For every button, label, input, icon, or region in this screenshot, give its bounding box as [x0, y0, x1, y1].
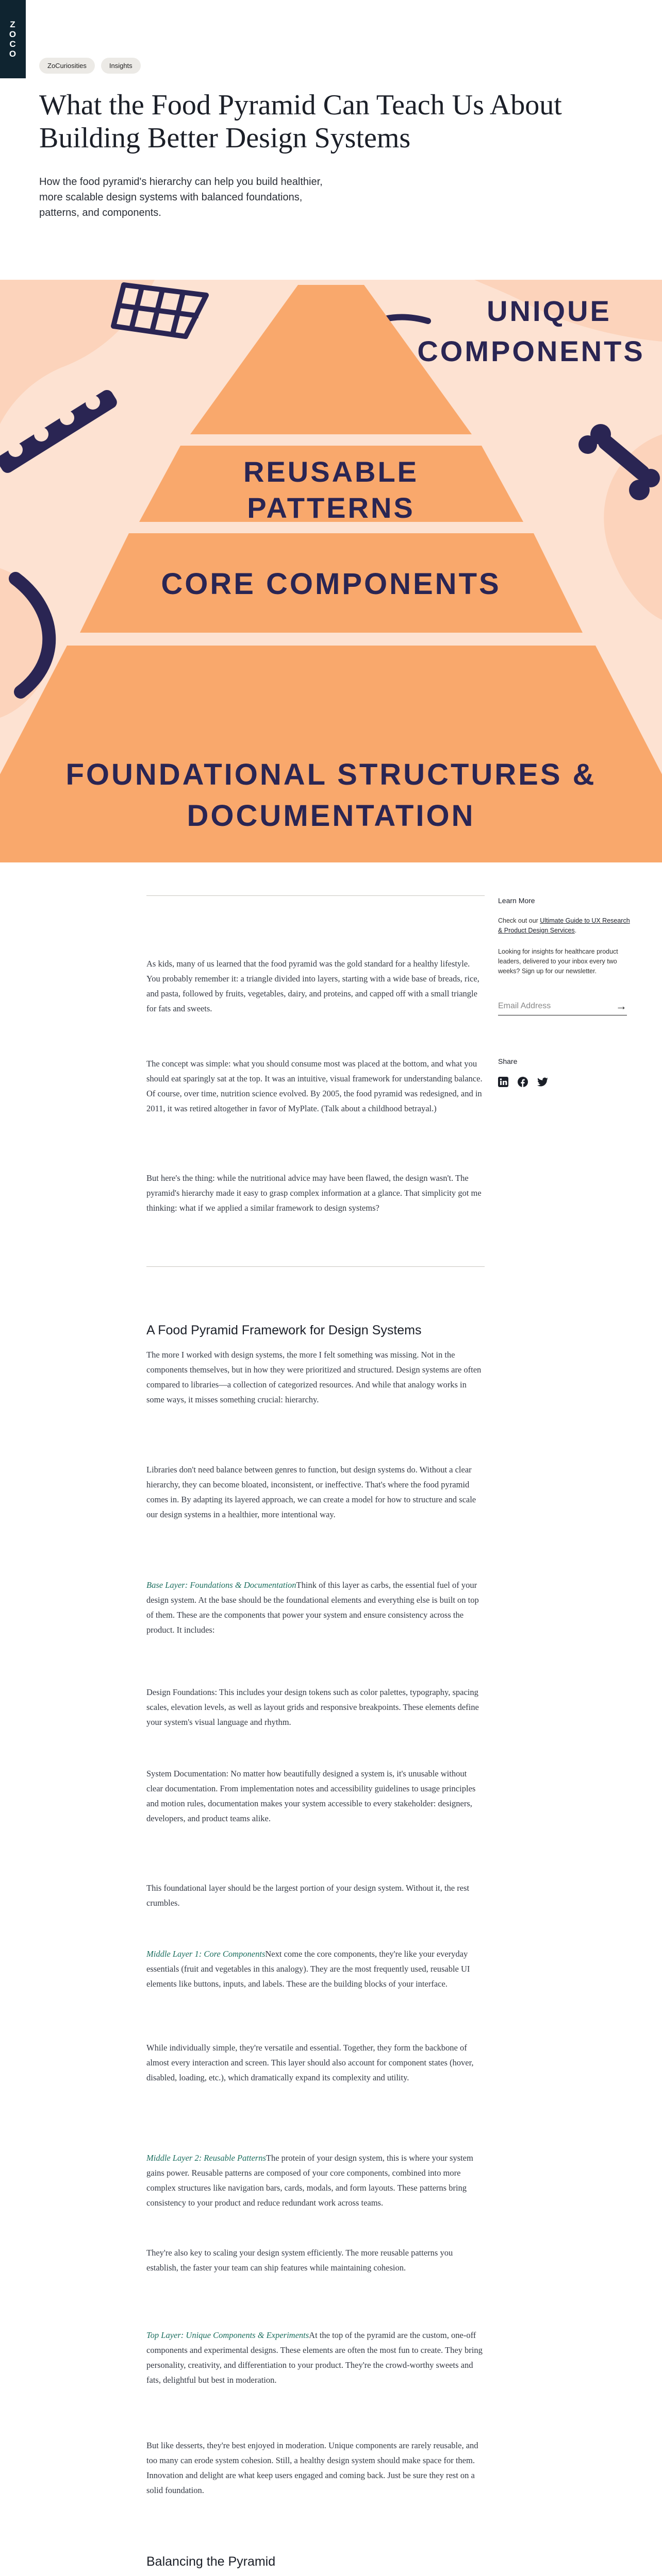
intro-paragraph-2: The concept was simple: what you should consume most was placed at the bottom, and what you should eat sparingly sat at the top. It was an intuitive, visual framework for understanding balance. Of course, over time, nutrition science evolved. By 2005, the food pyramid was redesigned, and in 2011, it was retired altogether in favor of MyPlate. (Talk about a childhood betrayal.) [146, 1059, 483, 1113]
article-title: What the Food Pyramid Can Teach Us About Building Better Design Systems [39, 89, 562, 154]
zoco-logo[interactable] [0, 0, 26, 78]
learn-more-title: Learn More [498, 896, 535, 905]
waffle-icon [113, 285, 206, 336]
tier-top-label-2: COMPONENTS [417, 335, 645, 367]
tier-4-label-2: DOCUMENTATION [187, 799, 475, 833]
middle-layer-1-more: While individually simple, they're versatile and essential. Together, they form the backbone of almost every interaction and screen. This layer should also account for component states (hover, disabled, loading, etc.), which dramatically expand its complexity and utility. [146, 2043, 474, 2082]
top-layer-lead: Top Layer: Unique Components & Experiments [146, 2330, 309, 2340]
logo-letter: C [9, 39, 16, 49]
logo-letter: Z [10, 20, 16, 29]
twitter-icon[interactable] [537, 1077, 549, 1087]
system-documentation-paragraph: System Documentation: No matter how beautifully designed a system is, it's unusable without clear documentation. From implementation notes and accessibility guidelines to usage principles and motion rules, documentation makes your system accessible to every stakeholder: designers, developers, and product teams alike. [146, 1769, 476, 1823]
facebook-icon[interactable] [518, 1077, 528, 1087]
social-share-buttons [498, 1077, 549, 1087]
newsletter-text: Looking for insights for healthcare product leaders, delivered to your inbox every two weeks? Sign up for our newsletter. [498, 948, 618, 975]
tier-top-label-1: UNIQUE [487, 295, 611, 327]
divider [146, 895, 485, 896]
email-input[interactable] [498, 998, 606, 1014]
intro-paragraph-1: As kids, many of us learned that the food pyramid was the gold standard for a healthy lifestyle. You probably remember it: a triangle divided into layers, starting with a wide base of breads, rice, and pasta, followed by fruits, vegetables, dairy, and proteins, and capped off with a small triangle for fats and sweets. [146, 959, 479, 1013]
middle-layer-1-paragraph: Middle Layer 1: Core ComponentsNext come the core components, they're like your everyday essentials (fruit and vegetables in this analogy). They are the most frequently used, reusable UI elements like buttons, inputs, and labels. These are the building blocks of your interface. [146, 1949, 470, 1989]
base-layer-lead: Base Layer: Foundations & Documentation [146, 1580, 296, 1590]
learn-more-text: Check out our Ultimate Guide to UX Research & Product Design Services. [498, 917, 630, 934]
middle-layer-2-lead: Middle Layer 2: Reusable Patterns [146, 2153, 266, 2163]
category-tags [39, 58, 141, 74]
section-heading-balancing: Balancing the Pyramid [146, 2554, 276, 2569]
logo-letter: O [9, 49, 17, 59]
middle-layer-1-lead: Middle Layer 1: Core Components [146, 1949, 266, 1959]
base-layer-close: This foundational layer should be the largest portion of your design system. Without it, the rest crumbles. [146, 1883, 470, 1908]
hero-pyramid-illustration [0, 280, 662, 862]
submit-arrow-button[interactable]: → [616, 999, 627, 1012]
section-heading-framework: A Food Pyramid Framework for Design Systems [146, 1323, 422, 1337]
framework-paragraph-2: Libraries don't need balance between genres to function, but design systems do. Without a clear hierarchy, they can become bloated, inconsistent, or ineffective. That's where the food pyramid comes in. By adapting its layered approach, we can create a model for how to structure and scale our design systems in a healthier, more intentional way. [146, 1465, 476, 1519]
tier-2-label-1: REUSABLE [243, 455, 419, 488]
newsletter-form [498, 998, 627, 1015]
article-subtitle: How the food pyramid's hierarchy can help you build healthier, more scalable design systems with balanced foundations, patterns, and components. [39, 176, 323, 218]
logo-letter: O [9, 29, 17, 39]
tag-insights[interactable]: Insights [101, 58, 141, 74]
design-foundations-paragraph: Design Foundations: This includes your design tokens such as color palettes, typography, spacing scales, elevation levels, as well as layout grids and responsive breakpoints. These elements define your system's visual language and rhythm. [146, 1687, 479, 1727]
top-layer-more: But like desserts, they're best enjoyed in moderation. Unique components are rarely reusable, and too many can erode system cohesion. Still, a healthy design system should make space for them. Innovation and delight are what keep users engaged and coming back. Just be sure they rest on a solid foundation. [146, 2441, 478, 2495]
tier-3-label: CORE COMPONENTS [161, 567, 501, 601]
ultimate-guide-link[interactable]: Ultimate Guide to UX Research & Product Design Services [498, 917, 630, 934]
framework-paragraph-1: The more I worked with design systems, the more I felt something was missing. Not in the components themselves, but in how they were prioritized and structured. Design systems are often compared to libraries—a collection of categorized resources. And while that analogy works in some ways, it misses something crucial: hierarchy. [146, 1350, 482, 1404]
tag-zocuriosities[interactable]: ZoCuriosities [39, 58, 95, 74]
base-layer-paragraph: Base Layer: Foundations & DocumentationThink of this layer as carbs, the essential fuel of your design system. At the base should be the foundational elements and everything else is built on top of them. These are the components that power your system and ensure consistency across the product. It includes: [146, 1580, 479, 1635]
tier-4-label-1: FOUNDATIONAL STRUCTURES & [65, 758, 597, 791]
top-layer-paragraph: Top Layer: Unique Components & ExperimentsAt the top of the pyramid are the custom, one-off components and experimental designs. These elements are often the most fun to create. They bring personality, creativity, and differentiation to your product. They're the crowd-worthy sweets and fats, delightful but best in moderation. [146, 2330, 483, 2385]
tier-2-label-2: PATTERNS [247, 492, 415, 524]
middle-layer-2-paragraph: Middle Layer 2: Reusable PatternsThe protein of your design system, this is where your system gains power. Reusable patterns are composed of your core components, combined into more complex structures like navigation bars, cards, modals, and form layouts. These patterns bring consistency to your product and reduce redundant work across teams. [146, 2153, 473, 2208]
linkedin-icon[interactable] [498, 1077, 508, 1087]
divider [146, 1266, 485, 1267]
middle-layer-2-more: They're also key to scaling your design system efficiently. The more reusable patterns you establish, the faster your team can ship features while maintaining cohesion. [146, 2248, 453, 2273]
intro-paragraph-3: But here's the thing: while the nutritional advice may have been flawed, the design wasn't. The pyramid's hierarchy made it easy to grasp complex information at a glance. That simplicity got me thinking: what if we applied a similar framework to design systems? [146, 1173, 482, 1213]
share-label: Share [498, 1057, 518, 1065]
